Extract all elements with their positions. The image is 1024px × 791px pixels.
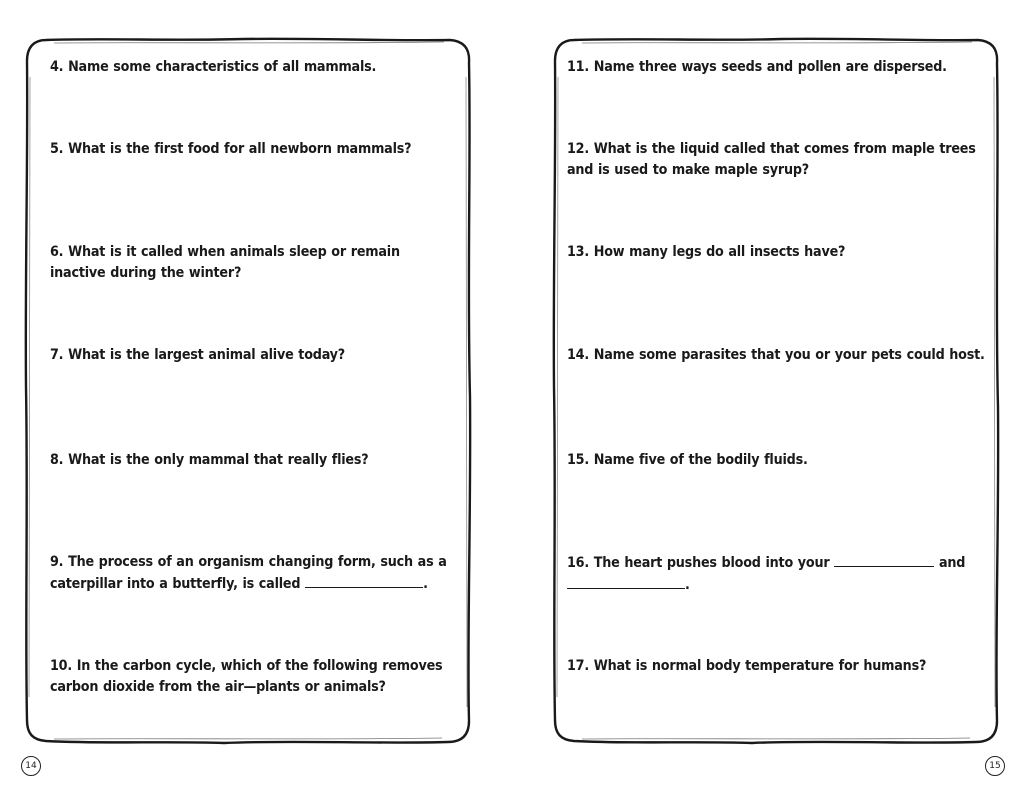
question-text-continued: inactive during the winter? <box>50 265 242 281</box>
question-text: 17. What is normal body temperature for humans? <box>567 658 927 674</box>
question-8 <box>50 450 369 471</box>
answer-blank[interactable] <box>567 574 685 589</box>
page-number-left: 14 <box>21 756 41 776</box>
question-text: 16. The heart pushes blood into your <box>567 555 830 571</box>
question-text: 10. In the carbon cycle, which of the following removes <box>50 658 443 674</box>
question-17 <box>567 656 926 677</box>
page-number-right: 15 <box>985 756 1005 776</box>
question-15 <box>567 450 808 471</box>
question-text: 13. How many legs do all insects have? <box>567 244 846 260</box>
question-9 <box>50 552 447 595</box>
question-11 <box>567 57 947 78</box>
question-text: 6. What is it called when animals sleep or remain <box>50 244 400 260</box>
question-text: 9. The process of an organism changing form, such as a <box>50 554 447 570</box>
question-text: 8. What is the only mammal that really flies? <box>50 452 369 468</box>
question-10 <box>50 656 442 698</box>
question-text: 11. Name three ways seeds and pollen are dispersed. <box>567 59 947 75</box>
blank-trailing-punctuation: . <box>685 577 690 593</box>
question-text: 5. What is the first food for all newborn mammals? <box>50 141 412 157</box>
question-text-continued: caterpillar into a butterfly, is called <box>50 576 301 592</box>
question-13 <box>567 242 845 263</box>
question-text: 15. Name five of the bodily fluids. <box>567 452 808 468</box>
question-text: 7. What is the largest animal alive today? <box>50 347 345 363</box>
question-text: 12. What is the liquid called that comes from maple trees <box>567 141 976 157</box>
question-text-continued: and <box>938 555 966 571</box>
question-7 <box>50 345 345 366</box>
question-14 <box>567 345 985 366</box>
question-4 <box>50 57 376 78</box>
answer-blank[interactable] <box>305 573 423 588</box>
question-16 <box>567 552 965 596</box>
question-12 <box>567 139 976 181</box>
question-text-continued: carbon dioxide from the air—plants or animals? <box>50 679 386 695</box>
question-text-continued: and is used to make maple syrup? <box>567 162 810 178</box>
question-5 <box>50 139 411 160</box>
answer-blank[interactable] <box>834 552 934 567</box>
question-text: 4. Name some characteristics of all mammals. <box>50 59 377 75</box>
question-6 <box>50 242 400 284</box>
blank-trailing-punctuation: . <box>423 576 428 592</box>
question-text: 14. Name some parasites that you or your pets could host. <box>567 347 985 363</box>
